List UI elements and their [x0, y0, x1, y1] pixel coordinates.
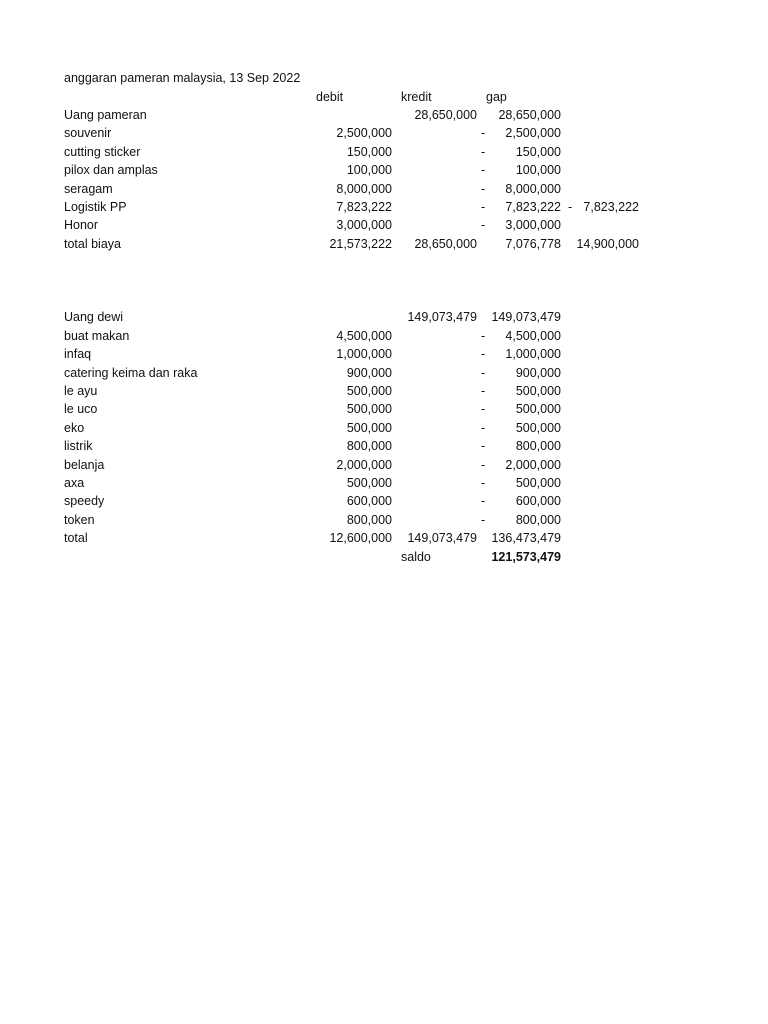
- row-debit: 8,000,000: [336, 182, 392, 196]
- row-debit: 500,000: [346, 402, 392, 416]
- table-row: [0, 180, 768, 198]
- row-dash: -: [481, 494, 486, 508]
- table-row: [0, 327, 768, 345]
- row-extra: 7,823,222: [583, 200, 639, 214]
- row-debit: 1,000,000: [336, 347, 392, 361]
- row-name: Uang pameran: [64, 108, 147, 122]
- row-gap: 600,000: [515, 494, 561, 508]
- row-dash: -: [481, 366, 486, 380]
- section2-opening-row: [0, 308, 768, 326]
- row-gap: 2,500,000: [505, 126, 561, 140]
- row-gap: 7,823,222: [505, 200, 561, 214]
- row-dash-extra: -: [568, 200, 573, 214]
- row-kredit: 149,073,479: [407, 310, 477, 324]
- row-name: token: [64, 513, 95, 527]
- row-gap: 800,000: [515, 439, 561, 453]
- table-row: [0, 474, 768, 492]
- row-kredit: 149,073,479: [407, 531, 477, 545]
- row-debit: 500,000: [346, 384, 392, 398]
- row-name: infaq: [64, 347, 92, 361]
- saldo-label: saldo: [401, 550, 431, 564]
- row-debit: 3,000,000: [336, 218, 392, 232]
- row-debit: 800,000: [346, 439, 392, 453]
- row-name: eko: [64, 421, 85, 435]
- row-gap: 900,000: [515, 366, 561, 380]
- row-dash: -: [481, 402, 486, 416]
- row-gap: 4,500,000: [505, 329, 561, 343]
- row-gap: 500,000: [515, 384, 561, 398]
- row-debit: 900,000: [346, 366, 392, 380]
- row-debit: 21,573,222: [329, 237, 392, 251]
- row-gap: 500,000: [515, 402, 561, 416]
- row-name: buat makan: [64, 329, 130, 343]
- saldo-row: [0, 548, 768, 566]
- row-name: cutting sticker: [64, 145, 141, 159]
- row-name: axa: [64, 476, 85, 490]
- row-name: souvenir: [64, 126, 112, 140]
- section2-total-row: [0, 529, 768, 547]
- row-kredit: 28,650,000: [414, 108, 477, 122]
- row-gap: 800,000: [515, 513, 561, 527]
- table-row: [0, 456, 768, 474]
- row-name: Uang dewi: [64, 310, 124, 324]
- row-debit: 4,500,000: [336, 329, 392, 343]
- header-gap: gap: [486, 90, 507, 104]
- row-gap: 136,473,479: [491, 531, 561, 545]
- row-dash: -: [481, 347, 486, 361]
- title-row: [0, 69, 768, 87]
- section1-total-row: [0, 235, 768, 253]
- row-dash: -: [481, 163, 486, 177]
- row-kredit: 28,650,000: [414, 237, 477, 251]
- row-dash: -: [481, 513, 486, 527]
- row-dash: -: [481, 421, 486, 435]
- table-row: [0, 492, 768, 510]
- row-dash: -: [481, 182, 486, 196]
- table-row: [0, 198, 768, 216]
- row-debit: 500,000: [346, 476, 392, 490]
- row-name: Logistik PP: [64, 200, 127, 214]
- header-row: [0, 88, 768, 106]
- row-dash: -: [481, 218, 486, 232]
- table-row: [0, 382, 768, 400]
- row-name: le uco: [64, 402, 98, 416]
- table-row: [0, 124, 768, 142]
- row-dash: -: [481, 200, 486, 214]
- row-name: pilox dan amplas: [64, 163, 158, 177]
- row-name: seragam: [64, 182, 113, 196]
- table-row: [0, 437, 768, 455]
- row-gap: 2,000,000: [505, 458, 561, 472]
- row-gap: 500,000: [515, 421, 561, 435]
- row-name: speedy: [64, 494, 105, 508]
- row-debit: 500,000: [346, 421, 392, 435]
- row-dash: -: [481, 126, 486, 140]
- row-gap: 500,000: [515, 476, 561, 490]
- row-name: le ayu: [64, 384, 98, 398]
- row-gap: 1,000,000: [505, 347, 561, 361]
- row-debit: 7,823,222: [336, 200, 392, 214]
- row-dash: -: [481, 384, 486, 398]
- row-gap: 150,000: [515, 145, 561, 159]
- row-gap: 28,650,000: [498, 108, 561, 122]
- table-row: [0, 143, 768, 161]
- row-debit: 12,600,000: [329, 531, 392, 545]
- row-debit: 100,000: [346, 163, 392, 177]
- row-dash: -: [481, 439, 486, 453]
- row-name: listrik: [64, 439, 93, 453]
- header-kredit: kredit: [401, 90, 432, 104]
- row-name: catering keima dan raka: [64, 366, 198, 380]
- row-dash: -: [481, 329, 486, 343]
- table-row: [0, 511, 768, 529]
- row-gap: 7,076,778: [505, 237, 561, 251]
- row-name: Honor: [64, 218, 99, 232]
- row-debit: 800,000: [346, 513, 392, 527]
- table-row: [0, 216, 768, 234]
- row-name: total: [64, 531, 88, 545]
- row-dash: -: [481, 476, 486, 490]
- row-gap: 100,000: [515, 163, 561, 177]
- row-debit: 150,000: [346, 145, 392, 159]
- row-debit: 600,000: [346, 494, 392, 508]
- row-gap: 149,073,479: [491, 310, 561, 324]
- row-dash: -: [481, 458, 486, 472]
- table-row: [0, 419, 768, 437]
- saldo-value: 121,573,479: [491, 550, 561, 564]
- table-row: [0, 364, 768, 382]
- row-debit: 2,000,000: [336, 458, 392, 472]
- table-row: [0, 400, 768, 418]
- row-debit: 2,500,000: [336, 126, 392, 140]
- row-gap: 8,000,000: [505, 182, 561, 196]
- row-extra: 14,900,000: [576, 237, 639, 251]
- section1-opening-row: [0, 106, 768, 124]
- table-row: [0, 345, 768, 363]
- table-row: [0, 161, 768, 179]
- row-gap: 3,000,000: [505, 218, 561, 232]
- header-debit: debit: [316, 90, 344, 104]
- sheet-title: anggaran pameran malaysia, 13 Sep 2022: [64, 71, 301, 85]
- row-name: belanja: [64, 458, 105, 472]
- row-dash: -: [481, 145, 486, 159]
- row-name: total biaya: [64, 237, 121, 251]
